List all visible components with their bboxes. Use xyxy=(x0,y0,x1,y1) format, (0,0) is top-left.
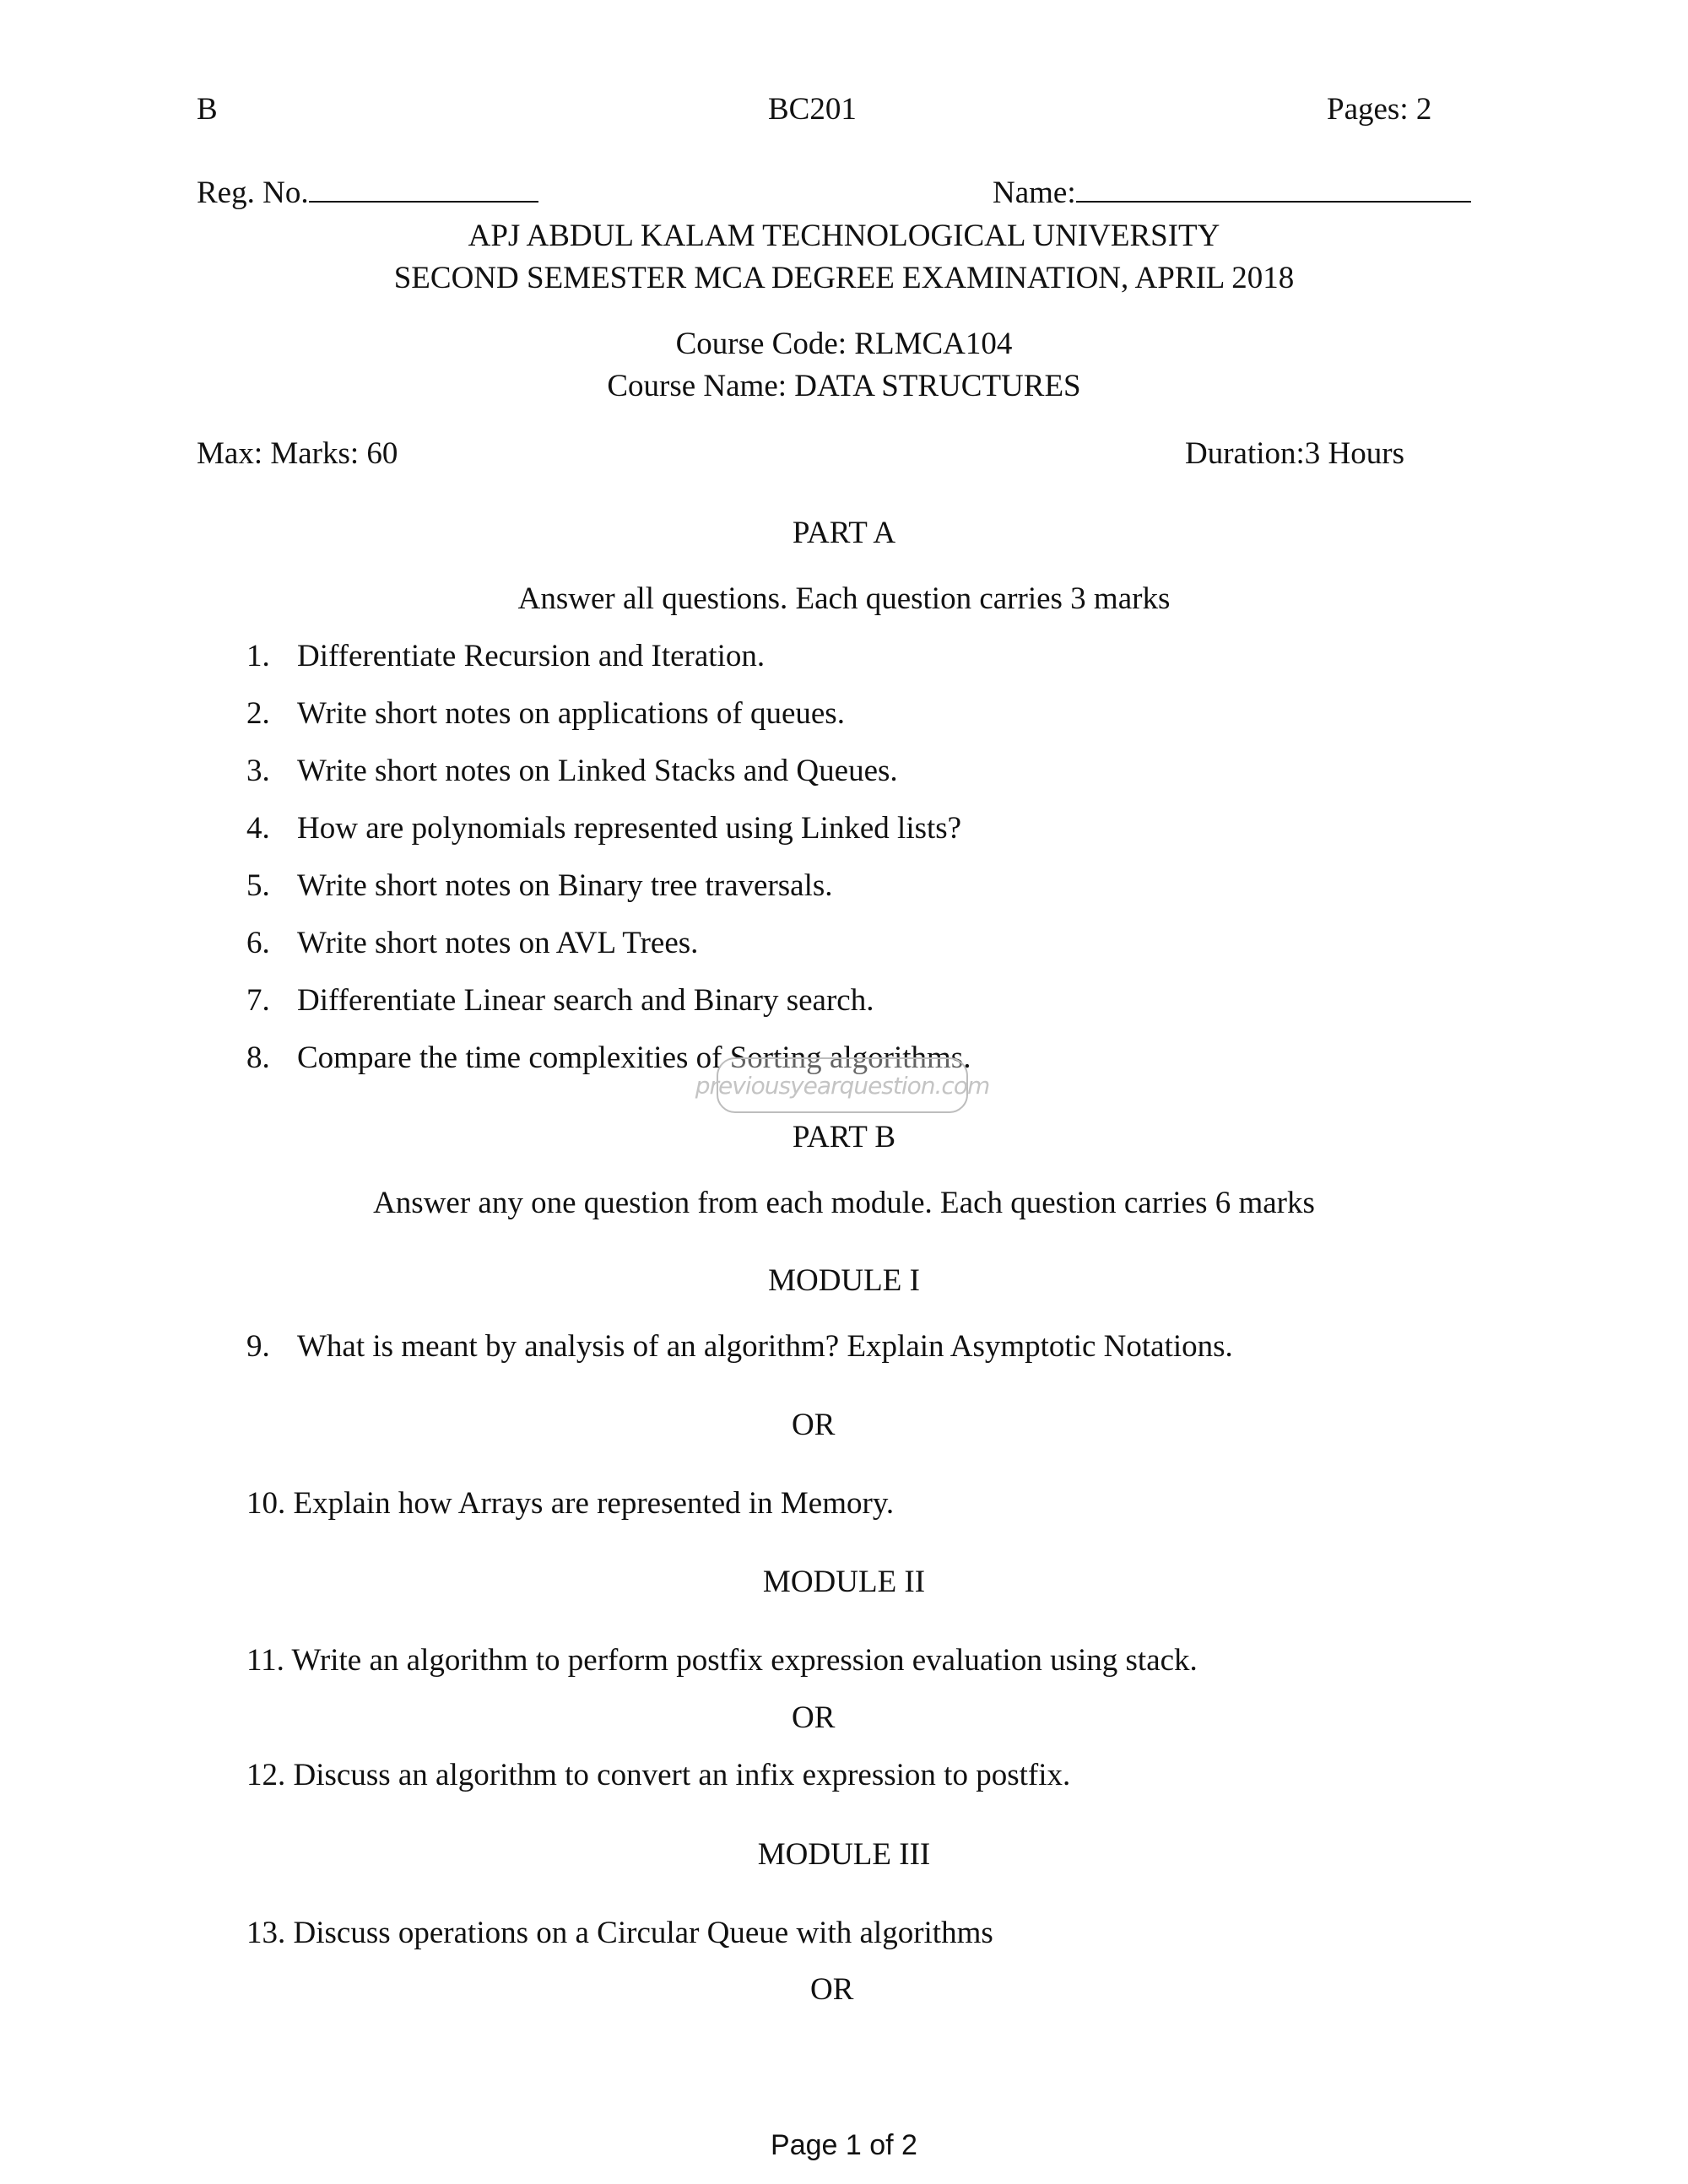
or-divider: OR xyxy=(810,1972,854,2007)
page-count: Pages: 2 xyxy=(1327,92,1432,127)
question-item: 8. Compare the time complexities of Sorting algorithms. xyxy=(246,1041,971,1075)
reg-no-label: Reg. No. xyxy=(197,176,309,210)
or-divider: OR xyxy=(792,1408,836,1442)
question-item: 3. Write short notes on Linked Stacks and Queues. xyxy=(246,754,898,788)
part-b-title: PART B xyxy=(792,1120,896,1154)
question-item: 13. Discuss operations on a Circular Queue with algorithms xyxy=(246,1916,993,1950)
question-item: 12. Discuss an algorithm to convert an infix expression to postfix. xyxy=(246,1758,1071,1792)
module-title: MODULE I xyxy=(768,1263,920,1298)
part-a-title: PART A xyxy=(792,516,896,550)
duration: Duration:3 Hours xyxy=(1185,436,1404,471)
question-item: 2. Write short notes on applications of queues. xyxy=(246,696,845,731)
question-item: 7. Differentiate Linear search and Binary search. xyxy=(246,983,874,1018)
question-item: 9. What is meant by analysis of an algorithm? Explain Asymptotic Notations. xyxy=(246,1329,1233,1364)
part-a-instruction: Answer all questions. Each question carries 3 marks xyxy=(517,581,1171,616)
watermark-logo: previousyearquestion.com xyxy=(717,1057,968,1113)
reg-no-field xyxy=(197,174,538,212)
page-footer: Page 1 of 2 xyxy=(771,2129,917,2161)
paper-code: BC201 xyxy=(768,92,857,127)
or-divider: OR xyxy=(792,1700,836,1735)
reg-no-blank xyxy=(309,174,538,203)
question-item: 10. Explain how Arrays are represented in Memory. xyxy=(246,1486,895,1521)
question-item: 4. How are polynomials represented using Linked lists? xyxy=(246,811,962,846)
name-field xyxy=(993,174,1471,212)
max-marks: Max: Marks: 60 xyxy=(197,436,398,471)
question-item: 5. Write short notes on Binary tree traversals. xyxy=(246,868,833,903)
name-label: Name: xyxy=(993,176,1076,210)
course-code: Course Code: RLMCA104 xyxy=(675,327,1013,361)
part-b-instruction: Answer any one question from each module. Each question carries 6 marks xyxy=(373,1186,1315,1220)
exam-title: SECOND SEMESTER MCA DEGREE EXAMINATION, APRIL 2018 xyxy=(393,261,1295,295)
university-title: APJ ABDUL KALAM TECHNOLOGICAL UNIVERSITY xyxy=(468,219,1220,253)
module-title: MODULE III xyxy=(757,1837,931,1872)
question-item: 1. Differentiate Recursion and Iteration. xyxy=(246,639,766,673)
name-blank xyxy=(1076,174,1471,203)
course-name: Course Name: DATA STRUCTURES xyxy=(607,369,1081,403)
question-item: 11. Write an algorithm to perform postfix expression evaluation using stack. xyxy=(246,1643,1198,1678)
module-title: MODULE II xyxy=(762,1565,926,1599)
question-item: 6. Write short notes on AVL Trees. xyxy=(246,926,699,960)
paper-series: B xyxy=(197,92,218,127)
